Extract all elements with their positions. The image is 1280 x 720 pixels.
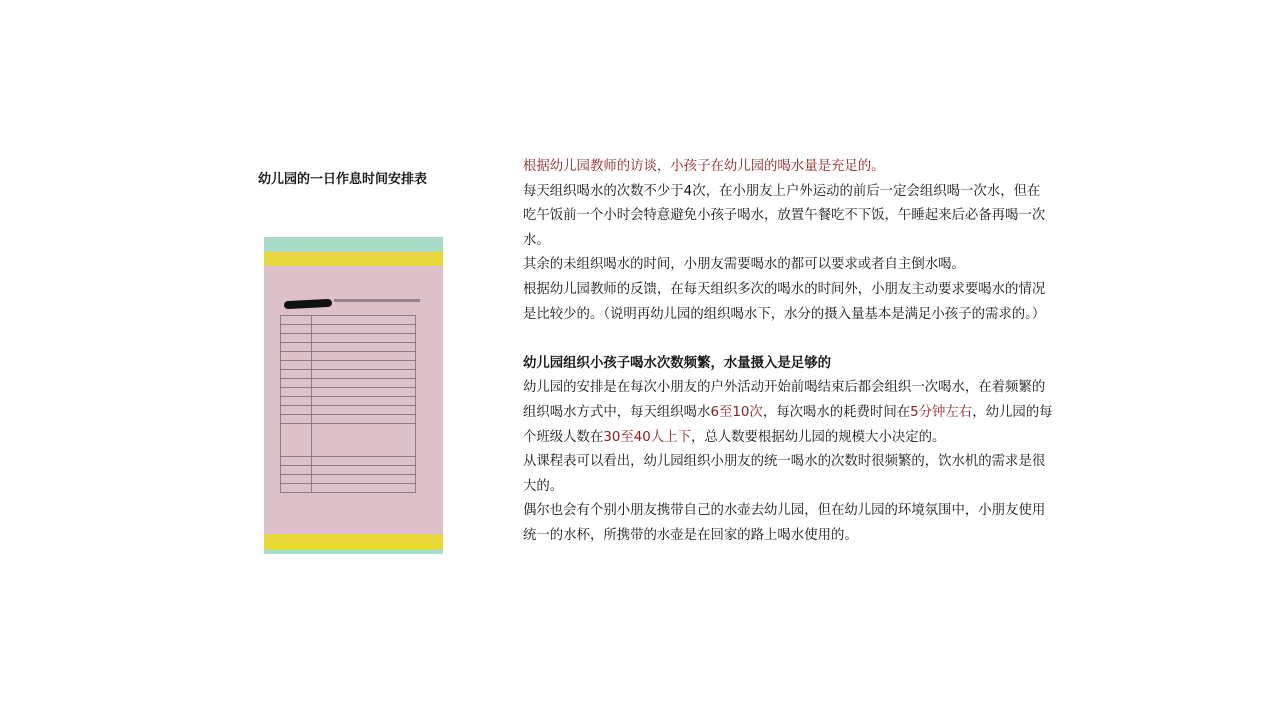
photo-schedule-table [280, 315, 416, 493]
highlight-class-size: 30至40人上下 [603, 429, 691, 445]
section1-lead: 根据幼儿园教师的访谈，小孩子在幼儿园的喝水量是充足的。 [523, 159, 885, 174]
text-segment: ，幼儿园的每个班级人数在 [523, 404, 1053, 445]
section2-paragraph-2: 从课程表可以看出，幼儿园组织小朋友的统一喝水的次数时很频繁的，饮水机的需求是很大的。 [523, 454, 1046, 494]
schedule-caption: 幼儿园的一日作息时间安排表 [258, 172, 428, 187]
section1-paragraph-2: 其余的未组织喝水的时间，小朋友需要喝水的都可以要求或者自主倒水喝。 [523, 257, 965, 273]
highlight-drink-duration: 5分钟左右 [910, 404, 973, 420]
schedule-photo [264, 237, 443, 554]
section2-heading: 幼儿园组织小孩子喝水次数频繁，水量摄入是足够的 [523, 355, 831, 371]
highlight-drink-count: 6至10次 [710, 404, 763, 420]
section1-paragraph-3: 根据幼儿园教师的反馈，在每天组织多次的喝水的时间外，小朋友主动要求要喝水的情况是比较少的。（说明再幼儿园的组织喝水下，水分的摄入量基本是满足小孩子的需求的。） [523, 281, 1046, 322]
spacer [523, 327, 1053, 352]
section2-paragraph-3: 偶尔也会有个别小朋友携带自己的水壶去幼儿园，但在幼儿园的环境氛围中，小朋友使用统一的水杯，所携带的水壶是在回家的路上喝水使用的。 [523, 503, 1046, 543]
section2-paragraph-1 [523, 376, 1053, 450]
photo-sheet-title [334, 299, 420, 306]
text-segment: ，总人数要根据幼儿园的规模大小决定的。 [690, 429, 946, 445]
text-segment: ，每次喝水的耗费时间在 [762, 404, 911, 420]
text-segment: 幼儿园的安排是在每次小朋友的户外活动开始前喝结束后都会组织一次喝水，在着频繁的组织喝水方式中，每天组织喝水 [523, 380, 1046, 420]
photo-paper [264, 265, 443, 534]
section1-paragraph-1: 每天组织喝水的次数不少于4次，在小朋友上户外运动的前后一定会组织喝一次水，但在吃午饭前一个小时会特意避免小孩子喝水，放置午餐吃不下饭，午睡起来后必备再喝一次水。 [523, 183, 1046, 248]
photo-redaction [284, 299, 332, 310]
content-text [523, 155, 1053, 549]
